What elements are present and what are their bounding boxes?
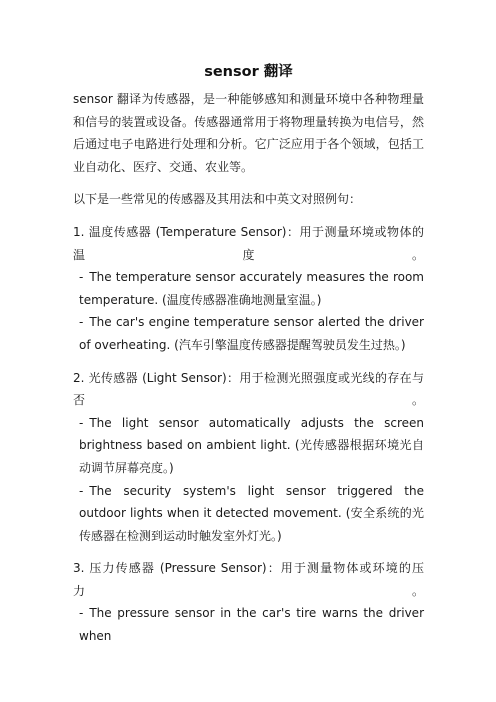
paragraph-gap <box>73 357 424 367</box>
intro-paragraph: sensor 翻译为传感器，是一种能够感知和测量环境中各种物理量和信号的装置或设备。传感器通常用于将物理量转换为电信号，然后通过电子电路进行处理和分析。它广泛应用于各个领域，包括工业自动化、医疗、交通、农业等。 <box>73 92 424 174</box>
sensor-item-light <box>73 367 424 548</box>
example-text: The light sensor automatically adjusts the screen brightness based on ambient light. (光传感器根据环境光自动调节屏幕亮度。) <box>79 415 424 475</box>
example-sentence <box>73 311 424 356</box>
dash-marker: - <box>79 270 84 285</box>
paragraph-gap <box>73 547 424 557</box>
sensor-item-temperature <box>73 221 424 357</box>
item-heading: 2. 光传感器 (Light Sensor)：用于检测光照强度或光线的存在与否。 <box>73 370 424 408</box>
page-title: sensor 翻译 <box>204 64 293 80</box>
dash-marker: - <box>79 606 84 621</box>
paragraph-gap <box>73 211 424 221</box>
example-text: The security system's light sensor triggered the outdoor lights when it detected movement. (安全系统的光传感器在检测到运动时触发室外灯光。) <box>79 483 424 543</box>
example-sentence <box>73 480 424 548</box>
dash-marker: - <box>79 315 84 330</box>
lead-paragraph: 以下是一些常见的传感器及其用法和中英文对照例句： <box>73 192 362 207</box>
example-sentence <box>73 602 424 647</box>
item-heading: 3. 压力传感器 (Pressure Sensor)：用于测量物体或环境的压力。 <box>73 561 424 598</box>
item-heading: 1. 温度传感器 (Temperature Sensor)：用于测量环境或物体的温度。 <box>73 224 424 262</box>
example-sentence <box>73 412 424 480</box>
example-text: The car's engine temperature sensor alerted the driver of overheating. (汽车引擎温度传感器提醒驾驶员发生过热。) <box>79 315 424 352</box>
paragraph-gap <box>73 178 424 188</box>
dash-marker: - <box>79 483 84 498</box>
example-sentence <box>73 266 424 311</box>
sensor-item-pressure <box>73 557 424 647</box>
dash-marker: - <box>79 415 84 430</box>
example-text: The pressure sensor in the car's tire warns the driver when <box>79 606 424 644</box>
example-text: The temperature sensor accurately measures the room temperature. (温度传感器准确地测量室温。) <box>79 270 424 307</box>
